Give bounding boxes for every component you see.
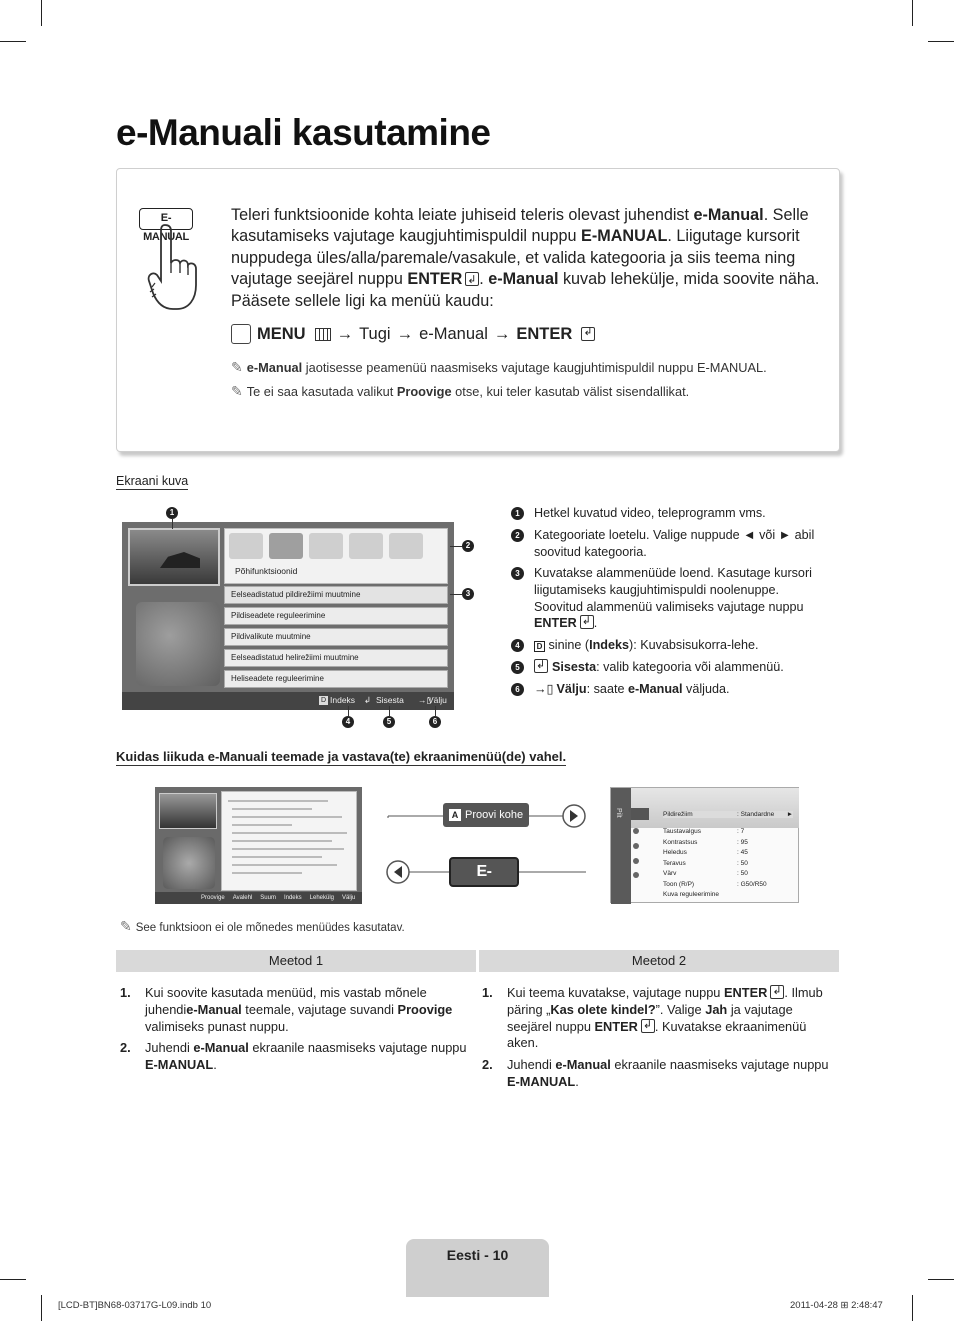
emanual-remote-button: E-MANUAL xyxy=(139,208,193,230)
method-1-step-1: 1. Kui soovite kasutada menüüd, mis vastab mõnele juhendie-Manual teemale, vajutage suvandi Proovige valimiseks punast nuppu. xyxy=(120,985,453,1034)
menu-icon xyxy=(315,328,331,341)
exit-label: Välju xyxy=(428,695,447,705)
crop-mark xyxy=(928,1279,954,1280)
try-now-button: A Proovi kohe xyxy=(443,803,529,827)
submenu-item: Pildiseadete reguleerimine xyxy=(224,607,448,625)
index-label: Indeks xyxy=(330,695,356,705)
enter-icon xyxy=(581,327,595,341)
settings-header xyxy=(631,788,799,828)
red-a-button-icon: A xyxy=(449,809,461,821)
callout-5: 5 xyxy=(383,716,395,728)
category-icon xyxy=(349,533,383,559)
imprint-date: 2011-04-28 ⊞ 2:48:47 xyxy=(790,1300,883,1311)
menu-path: MENU → Tugi → e-Manual → ENTER ↲ xyxy=(231,324,595,344)
crop-mark xyxy=(928,41,954,42)
mini-bottom-bar: Proovige Avalehl Suum Indeks Lehekülg Välju xyxy=(155,892,362,904)
settings-row: Pildirežiim : Standardne ► xyxy=(663,811,793,818)
settings-icon xyxy=(633,858,639,864)
callout-line xyxy=(435,706,436,716)
callout-line xyxy=(450,594,462,595)
crop-mark xyxy=(41,0,42,26)
blue-d-button-icon: D xyxy=(534,641,545,652)
decorative-art xyxy=(163,837,215,889)
settings-row: Värv : 50 xyxy=(663,870,748,877)
category-icon xyxy=(389,533,423,559)
legend-item-1: 1 Hetkel kuvatud video, teleprogramm vms. xyxy=(511,505,831,522)
imprint-file: [LCD-BT]BN68-03717G-L09.indb 10 xyxy=(58,1300,212,1311)
legend-item-3: 3 Kuvatakse alammenüüde loend. Kasutage kursori liigutamiseks kaugjuhtimispuldi noolenuppe. Soovitud alammenüü valimiseks vajutage nuppu ENTER↲ . xyxy=(511,565,831,632)
exit-icon: →▯ xyxy=(534,682,554,696)
category-bar xyxy=(224,528,448,584)
settings-row: Kontrastsus : 95 xyxy=(663,839,748,846)
method-1-header: Meetod 1 xyxy=(116,950,476,972)
emanual-text-panel xyxy=(221,791,357,891)
enter-icon xyxy=(534,659,548,673)
callout-1: 1 xyxy=(166,507,178,519)
settings-row: Taustavalgus : 7 xyxy=(663,828,745,835)
enter-icon xyxy=(770,985,784,999)
note-functionality: ✎ See funktsioon ei ole mõnedes menüüdes kasutatav. xyxy=(120,918,405,934)
decorative-art xyxy=(136,602,220,686)
crop-mark xyxy=(41,1295,42,1321)
enter-icon: ↲ xyxy=(364,695,372,705)
page-title: e-Manuali kasutamine xyxy=(116,112,491,153)
crop-mark xyxy=(0,41,26,42)
note-2: ✎ Te ei saa kasutada valikut Proovige otse, kui teler kasutab välist sisendallikat. xyxy=(231,383,690,399)
submenu-item: Pildivalikute muutmine xyxy=(224,628,448,646)
emanual-page-illustration xyxy=(155,787,362,904)
settings-sidebar: Pilt xyxy=(611,788,631,904)
emanual-button-label: E-MANUAL xyxy=(449,857,519,887)
note-1: ✎ e-Manual jaotisesse peamenüü naasmiseks vajutage kaugjuhtimispuldil nuppu E-MANUAL. xyxy=(231,359,767,375)
enter-icon xyxy=(465,272,479,286)
section-label-navigation: Kuidas liikuda e-Manuali teemade ja vastava(te) ekraanimenüü(de) vahel. xyxy=(116,749,567,764)
index-badge: D xyxy=(320,697,327,704)
method-2-header: Meetod 2 xyxy=(479,950,839,972)
settings-row: Heledus : 45 xyxy=(663,849,748,856)
enter-label: Sisesta xyxy=(376,695,404,705)
crop-mark xyxy=(0,1279,26,1280)
callout-2: 2 xyxy=(462,540,474,552)
settings-row: Teravus : 50 xyxy=(663,860,748,867)
settings-row: Toon (R/P) : G50/R50 xyxy=(663,881,767,888)
intro-paragraph: Teleri funktsioonide kohta leiate juhiseid teleris olevast juhendist e-Manual. Selle kasutamiseks vajutage kaugjuhtimispuldil nuppu E-MANUAL. Liigutage kursorit nuppudega üles/alla/paremale/vasakule, et valida kategooria ja siis teema ning vajutage seejärel nuppu ENTER↲ . e-Manual kuvab lehekülje, mida soovite näha. Pääsete sellele ligi ka menüü kaudu: xyxy=(231,205,831,312)
category-icon xyxy=(309,533,343,559)
method-1-step-2: 2. Juhendi e-Manual ekraanile naasmiseks vajutage nuppu E-MANUAL. xyxy=(120,1040,467,1072)
callout-3: 3 xyxy=(462,588,474,600)
settings-row: Kuva reguleerimine xyxy=(663,891,720,898)
settings-icon xyxy=(633,828,639,834)
category-icon xyxy=(269,533,303,559)
intro-box xyxy=(116,168,840,452)
crop-mark xyxy=(912,0,913,26)
picture-settings-illustration xyxy=(610,787,799,903)
category-icon xyxy=(229,533,263,559)
callout-line xyxy=(450,546,462,547)
settings-icon xyxy=(633,843,639,849)
method-2-step-2: 2. Juhendi e-Manual ekraanile naasmiseks vajutage nuppu E-MANUAL. xyxy=(482,1057,829,1089)
submenu-item: Eelseadistatud helirežiimi muutmine xyxy=(224,649,448,667)
legend-item-6: 6 →▯ Välju: saate e-Manual väljuda. xyxy=(511,681,831,698)
tv-screen-illustration xyxy=(122,522,454,710)
callout-6: 6 xyxy=(429,716,441,728)
method-2-step-1: 1. Kui teema kuvatakse, vajutage nuppu ENTER↲ . Ilmub päring „Kas olete kindel?”. Valige Jah ja vajutage seejärel nuppu ENTER↲ . Kuvatakse ekraanimenüü aken. xyxy=(482,985,832,1052)
pencil-icon: ✎ xyxy=(120,918,132,934)
category-label: Põhifunktsioonid xyxy=(235,566,298,576)
settings-thumb xyxy=(631,808,649,820)
submenu-item: Eelseadistatud pildirežiimi muutmine xyxy=(224,586,448,604)
enter-icon xyxy=(641,1019,655,1033)
callout-line xyxy=(348,706,349,716)
callout-line xyxy=(389,706,390,716)
enter-icon xyxy=(580,615,594,629)
legend-item-5: 5 ↲ Sisesta: valib kategooria või alammenüü. xyxy=(511,659,831,676)
video-thumbnail xyxy=(128,528,220,586)
exit-icon: →▯ xyxy=(418,695,432,705)
page-number-tab: Eesti - 10 xyxy=(406,1239,549,1297)
screen-bottom-bar xyxy=(122,692,454,710)
pencil-icon: ✎ xyxy=(231,383,243,399)
crop-mark xyxy=(912,1295,913,1321)
remote-menu-icon xyxy=(231,324,251,344)
callout-4: 4 xyxy=(342,716,354,728)
legend-item-4: 4 D sinine (Indeks): Kuvabsisukorra-lehe. xyxy=(511,637,831,654)
video-thumbnail xyxy=(159,793,217,829)
settings-icon xyxy=(633,872,639,878)
submenu-item: Heliseadete reguleerimine xyxy=(224,670,448,688)
legend-item-2: 2 Kategooriate loetelu. Valige nuppude ◄ või ► abil soovitud kategooria. xyxy=(511,527,831,561)
section-label-screen: Ekraani kuva xyxy=(116,474,189,488)
pencil-icon: ✎ xyxy=(231,359,243,375)
callout-line xyxy=(172,519,173,529)
hand-press-icon xyxy=(147,223,209,313)
